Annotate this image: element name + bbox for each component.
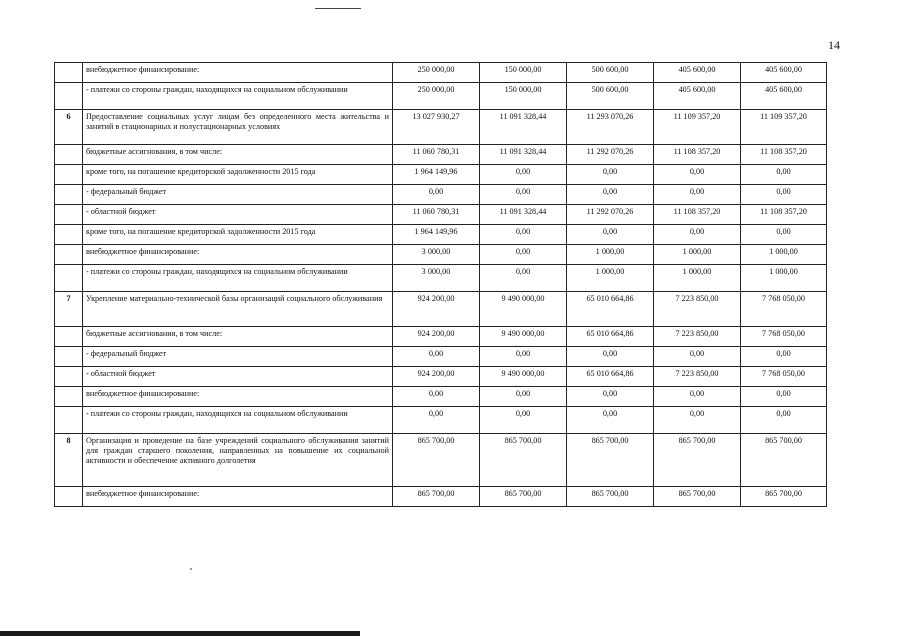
amount-cell: 0,00 bbox=[654, 185, 741, 205]
amount-cell: 11 108 357,20 bbox=[654, 145, 741, 165]
row-description: кроме того, на погашение кредиторской задолженности 2015 года bbox=[83, 165, 393, 185]
table-row bbox=[55, 110, 827, 145]
row-description: - федеральный бюджет bbox=[83, 347, 393, 367]
amount-cell: 405 600,00 bbox=[654, 83, 741, 110]
row-number bbox=[55, 387, 83, 407]
amount-cell: 1 964 149,96 bbox=[393, 165, 480, 185]
row-number bbox=[55, 367, 83, 387]
table-row bbox=[55, 434, 827, 487]
amount-cell: 13 027 930,27 bbox=[393, 110, 480, 145]
row-number bbox=[55, 347, 83, 367]
row-description: - платежи со стороны граждан, находящихся на социальном обслуживании bbox=[83, 407, 393, 434]
amount-cell: 7 223 850,00 bbox=[654, 367, 741, 387]
table-row bbox=[55, 387, 827, 407]
amount-cell: 1 000,00 bbox=[741, 245, 827, 265]
amount-cell: 865 700,00 bbox=[567, 487, 654, 507]
amount-cell: 0,00 bbox=[480, 245, 567, 265]
table-row bbox=[55, 83, 827, 110]
amount-cell: 11 091 328,44 bbox=[480, 110, 567, 145]
amount-cell: 1 000,00 bbox=[741, 265, 827, 292]
table-body bbox=[55, 63, 827, 507]
amount-cell: 0,00 bbox=[393, 387, 480, 407]
amount-cell: 0,00 bbox=[654, 347, 741, 367]
amount-cell: 7 223 850,00 bbox=[654, 292, 741, 327]
amount-cell: 1 000,00 bbox=[654, 245, 741, 265]
amount-cell: 11 109 357,20 bbox=[741, 110, 827, 145]
table-row bbox=[55, 205, 827, 225]
row-description: внебюджетное финансирование: bbox=[83, 487, 393, 507]
row-number: 8 bbox=[55, 434, 83, 487]
row-description: - областной бюджет bbox=[83, 205, 393, 225]
amount-cell: 65 010 664,86 bbox=[567, 292, 654, 327]
amount-cell: 0,00 bbox=[480, 387, 567, 407]
amount-cell: 0,00 bbox=[567, 165, 654, 185]
amount-cell: 11 108 357,20 bbox=[654, 205, 741, 225]
amount-cell: 0,00 bbox=[393, 347, 480, 367]
row-number bbox=[55, 225, 83, 245]
amount-cell: 865 700,00 bbox=[393, 434, 480, 487]
amount-cell: 250 000,00 bbox=[393, 63, 480, 83]
amount-cell: 865 700,00 bbox=[654, 487, 741, 507]
amount-cell: 0,00 bbox=[567, 347, 654, 367]
row-description: Организация и проведение на базе учреждений социального обслуживания занятий для граждан старшего поколения, направленных на повышение их социальной активности и обеспечение активного долголетия bbox=[83, 434, 393, 487]
amount-cell: 865 700,00 bbox=[567, 434, 654, 487]
amount-cell: 500 600,00 bbox=[567, 63, 654, 83]
row-description: - областной бюджет bbox=[83, 367, 393, 387]
row-description: внебюджетное финансирование: bbox=[83, 387, 393, 407]
row-number bbox=[55, 407, 83, 434]
amount-cell: 0,00 bbox=[741, 185, 827, 205]
row-number bbox=[55, 145, 83, 165]
amount-cell: 65 010 664,86 bbox=[567, 327, 654, 347]
row-number bbox=[55, 205, 83, 225]
table-row bbox=[55, 185, 827, 205]
row-description: кроме того, на погашение кредиторской задолженности 2015 года bbox=[83, 225, 393, 245]
amount-cell: 7 223 850,00 bbox=[654, 327, 741, 347]
amount-cell: 0,00 bbox=[393, 407, 480, 434]
amount-cell: 405 600,00 bbox=[654, 63, 741, 83]
amount-cell: 0,00 bbox=[480, 185, 567, 205]
amount-cell: 1 964 149,96 bbox=[393, 225, 480, 245]
amount-cell: 1 000,00 bbox=[654, 265, 741, 292]
row-number: 6 bbox=[55, 110, 83, 145]
amount-cell: 11 292 070,26 bbox=[567, 205, 654, 225]
amount-cell: 0,00 bbox=[741, 165, 827, 185]
amount-cell: 11 293 070,26 bbox=[567, 110, 654, 145]
amount-cell: 0,00 bbox=[741, 407, 827, 434]
top-rule bbox=[315, 8, 361, 9]
amount-cell: 0,00 bbox=[393, 185, 480, 205]
row-number bbox=[55, 165, 83, 185]
scan-edge-bar bbox=[0, 631, 360, 636]
funding-table bbox=[54, 62, 827, 507]
row-number bbox=[55, 327, 83, 347]
amount-cell: 7 768 050,00 bbox=[741, 327, 827, 347]
page-number: 14 bbox=[828, 38, 840, 52]
row-description: - федеральный бюджет bbox=[83, 185, 393, 205]
amount-cell: 7 768 050,00 bbox=[741, 292, 827, 327]
table-row bbox=[55, 245, 827, 265]
row-number bbox=[55, 265, 83, 292]
amount-cell: 250 000,00 bbox=[393, 83, 480, 110]
row-number bbox=[55, 245, 83, 265]
amount-cell: 924 200,00 bbox=[393, 327, 480, 347]
table-row bbox=[55, 367, 827, 387]
amount-cell: 924 200,00 bbox=[393, 292, 480, 327]
amount-cell: 9 490 000,00 bbox=[480, 292, 567, 327]
amount-cell: 9 490 000,00 bbox=[480, 367, 567, 387]
amount-cell: 9 490 000,00 bbox=[480, 327, 567, 347]
table-row bbox=[55, 347, 827, 367]
amount-cell: 11 292 070,26 bbox=[567, 145, 654, 165]
amount-cell: 0,00 bbox=[567, 387, 654, 407]
amount-cell: 0,00 bbox=[567, 225, 654, 245]
amount-cell: 405 600,00 bbox=[741, 63, 827, 83]
row-number bbox=[55, 185, 83, 205]
amount-cell: 7 768 050,00 bbox=[741, 367, 827, 387]
table-row bbox=[55, 63, 827, 83]
amount-cell: 3 000,00 bbox=[393, 245, 480, 265]
amount-cell: 11 108 357,20 bbox=[741, 145, 827, 165]
amount-cell: 0,00 bbox=[741, 347, 827, 367]
row-number: 7 bbox=[55, 292, 83, 327]
row-description: - платежи со стороны граждан, находящихся на социальном обслуживании bbox=[83, 83, 393, 110]
amount-cell: 0,00 bbox=[654, 387, 741, 407]
row-description: внебюджетное финансирование: bbox=[83, 245, 393, 265]
amount-cell: 0,00 bbox=[741, 387, 827, 407]
amount-cell: 1 000,00 bbox=[567, 265, 654, 292]
amount-cell: 150 000,00 bbox=[480, 63, 567, 83]
amount-cell: 150 000,00 bbox=[480, 83, 567, 110]
table-row bbox=[55, 292, 827, 327]
amount-cell: 65 010 664,86 bbox=[567, 367, 654, 387]
table-row bbox=[55, 265, 827, 292]
row-description: внебюджетное финансирование: bbox=[83, 63, 393, 83]
amount-cell: 11 108 357,20 bbox=[741, 205, 827, 225]
amount-cell: 865 700,00 bbox=[654, 434, 741, 487]
amount-cell: 0,00 bbox=[567, 407, 654, 434]
table-row bbox=[55, 327, 827, 347]
row-description: Предоставление социальных услуг лицам без определенного места жительства и занятий в стационарных и полустационарных условиях bbox=[83, 110, 393, 145]
amount-cell: 865 700,00 bbox=[741, 487, 827, 507]
table-row bbox=[55, 165, 827, 185]
row-description: Укрепление материально-технической базы организаций социального обслуживания bbox=[83, 292, 393, 327]
table-row bbox=[55, 145, 827, 165]
amount-cell: 0,00 bbox=[654, 165, 741, 185]
amount-cell: 0,00 bbox=[654, 407, 741, 434]
scan-speck bbox=[190, 568, 192, 570]
amount-cell: 11 109 357,20 bbox=[654, 110, 741, 145]
amount-cell: 3 000,00 bbox=[393, 265, 480, 292]
amount-cell: 0,00 bbox=[480, 265, 567, 292]
amount-cell: 924 200,00 bbox=[393, 367, 480, 387]
amount-cell: 0,00 bbox=[480, 407, 567, 434]
table-row bbox=[55, 407, 827, 434]
amount-cell: 0,00 bbox=[480, 165, 567, 185]
row-description: бюджетные ассигнования, в том числе: bbox=[83, 145, 393, 165]
amount-cell: 865 700,00 bbox=[393, 487, 480, 507]
amount-cell: 0,00 bbox=[480, 347, 567, 367]
amount-cell: 1 000,00 bbox=[567, 245, 654, 265]
amount-cell: 11 091 328,44 bbox=[480, 145, 567, 165]
amount-cell: 0,00 bbox=[480, 225, 567, 245]
row-number bbox=[55, 83, 83, 110]
amount-cell: 865 700,00 bbox=[480, 434, 567, 487]
table-row bbox=[55, 225, 827, 245]
amount-cell: 405 600,00 bbox=[741, 83, 827, 110]
row-description: - платежи со стороны граждан, находящихся на социальном обслуживании bbox=[83, 265, 393, 292]
amount-cell: 11 060 780,31 bbox=[393, 205, 480, 225]
amount-cell: 11 091 328,44 bbox=[480, 205, 567, 225]
amount-cell: 0,00 bbox=[741, 225, 827, 245]
row-description: бюджетные ассигнования, в том числе: bbox=[83, 327, 393, 347]
row-number bbox=[55, 63, 83, 83]
amount-cell: 0,00 bbox=[567, 185, 654, 205]
amount-cell: 0,00 bbox=[654, 225, 741, 245]
amount-cell: 865 700,00 bbox=[741, 434, 827, 487]
row-number bbox=[55, 487, 83, 507]
table-row bbox=[55, 487, 827, 507]
amount-cell: 11 060 780,31 bbox=[393, 145, 480, 165]
amount-cell: 500 600,00 bbox=[567, 83, 654, 110]
amount-cell: 865 700,00 bbox=[480, 487, 567, 507]
